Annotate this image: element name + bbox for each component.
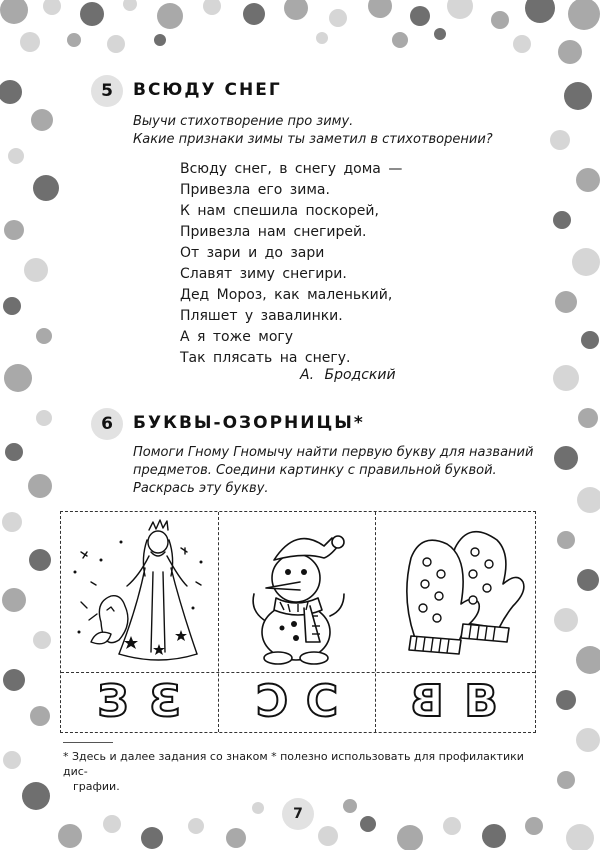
letter-cell-s[interactable]: [218, 672, 375, 732]
poem-line: Пляшет у завалинки.: [180, 308, 343, 324]
footnote: [63, 749, 541, 794]
poem-line: Привезла нам снегирей.: [180, 224, 367, 240]
mittens-picture: [375, 512, 535, 672]
task-5-number: 5: [91, 75, 123, 107]
snow-maiden-picture: [61, 512, 218, 672]
poem-author: А. Бродский: [300, 367, 396, 383]
snowman-picture: [218, 512, 375, 672]
letter-option[interactable]: В: [464, 676, 498, 727]
footnote-line: * Здесь и далее задания со знаком * полезно использовать для профилактики дис-: [63, 750, 524, 778]
picture-cell-snow-maiden[interactable]: [61, 512, 218, 672]
picture-cell-mittens[interactable]: [375, 512, 535, 672]
picture-cell-snowman[interactable]: [218, 512, 375, 672]
poem-line: Дед Мороз, как маленький,: [180, 287, 393, 303]
task-5-instructions: [133, 113, 493, 149]
poem: [180, 159, 402, 369]
letter-option[interactable]: З: [97, 676, 129, 727]
letter-cell-z[interactable]: [61, 672, 218, 732]
poem-line: К нам спешила поскорей,: [180, 203, 379, 219]
letter-option-mirrored[interactable]: З: [149, 676, 181, 727]
instruction-line: Выучи стихотворение про зиму.: [133, 114, 354, 129]
instruction-line: Раскрась эту букву.: [133, 481, 269, 496]
letter-cell-v[interactable]: [375, 672, 535, 732]
instruction-line: предметов. Соедини картинку с правильной буквой.: [133, 463, 497, 478]
letter-option[interactable]: С: [305, 676, 339, 727]
instruction-line: Какие признаки зимы ты заметил в стихотворении?: [133, 132, 493, 147]
task-6-instructions: [133, 444, 533, 498]
page-number: 7: [282, 798, 314, 830]
poem-line: От зари и до зари: [180, 245, 325, 261]
poem-line: Привезла его зима.: [180, 182, 330, 198]
task-6-number: 6: [91, 408, 123, 440]
poem-line: Так плясать на снегу.: [180, 350, 351, 366]
footnote-line: графии.: [73, 780, 120, 793]
task-5-title: ВСЮДУ СНЕГ: [133, 80, 282, 100]
letter-option-mirrored[interactable]: В: [410, 676, 444, 727]
poem-line: Всюду снег, в снегу дома —: [180, 161, 403, 177]
picture-letter-grid: [60, 511, 536, 733]
poem-line: Славят зиму снегири.: [180, 266, 347, 282]
footnote-rule: [63, 742, 113, 743]
poem-line: А я тоже могу: [180, 329, 294, 345]
letter-option-mirrored[interactable]: С: [255, 676, 289, 727]
instruction-line: Помоги Гному Гномычу найти первую букву для названий: [133, 445, 534, 460]
task-6-title: БУКВЫ-ОЗОРНИЦЫ*: [133, 413, 365, 433]
